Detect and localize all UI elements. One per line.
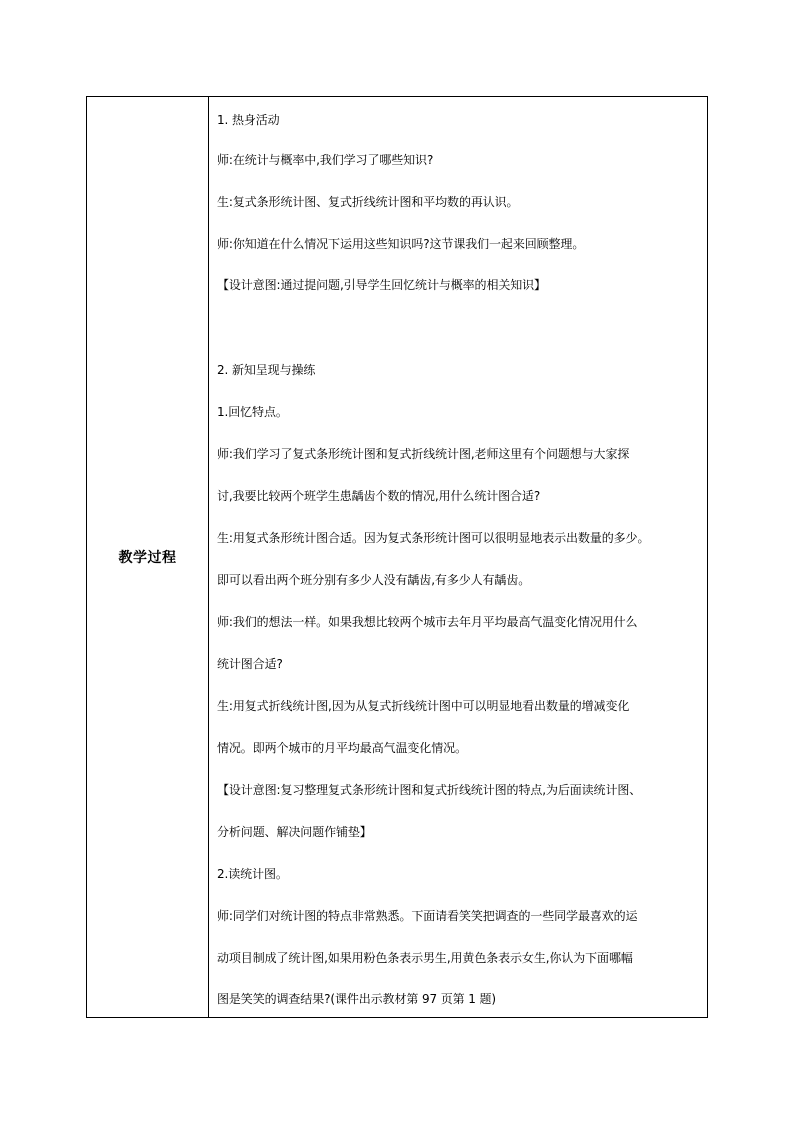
paragraph-line: 师:你知道在什么情况下运用这些知识吗?这节课我们一起来回顾整理。	[217, 237, 585, 251]
design-intent-note: 分析问题、解决问题作铺垫】	[217, 825, 372, 839]
design-intent-note: 【设计意图:通过提问题,引导学生回忆统计与概率的相关知识】	[217, 278, 546, 292]
lesson-plan-table	[86, 96, 708, 1018]
paragraph-line: 师:同学们对统计图的特点非常熟悉。下面请看笑笑把调查的一些同学最喜欢的运	[217, 909, 638, 923]
paragraph-line: 动项目制成了统计图,如果用粉色条表示男生,用黄色条表示女生,你认为下面哪幅	[217, 951, 633, 965]
paragraph-line: 情况。即两个城市的月平均最高气温变化情况。	[217, 741, 467, 755]
paragraph-line: 师:在统计与概率中,我们学习了哪些知识?	[217, 153, 434, 167]
paragraph-line: 统计图合适?	[217, 657, 283, 671]
section-label: 教学过程	[118, 550, 177, 566]
paragraph-line: 师:我们的想法一样。如果我想比较两个城市去年月平均最高气温变化情况用什么	[217, 615, 638, 629]
paragraph-line: 师:我们学习了复式条形统计图和复式折线统计图,老师这里有个问题想与大家探	[217, 447, 630, 461]
section-label-cell	[87, 97, 209, 1017]
paragraph-line: 讨,我要比较两个班学生患龋齿个数的情况,用什么统计图合适?	[217, 489, 541, 503]
section-content-cell	[209, 97, 707, 1017]
paragraph-line: 即可以看出两个班分别有多少人没有龋齿,有多少人有龋齿。	[217, 573, 531, 587]
heading-warmup: 1. 热身活动	[217, 113, 280, 127]
heading-new-knowledge: 2. 新知呈现与操练	[217, 363, 316, 377]
subheading-read-charts: 2.读统计图。	[217, 867, 288, 881]
design-intent-note: 【设计意图:复习整理复式条形统计图和复式折线统计图的特点,为后面读统计图、	[217, 783, 642, 797]
paragraph-line: 生:复式条形统计图、复式折线统计图和平均数的再认识。	[217, 195, 519, 209]
paragraph-line: 生:用复式折线统计图,因为从复式折线统计图中可以明显地看出数量的增减变化	[217, 699, 630, 713]
paragraph-line: 生:用复式条形统计图合适。因为复式条形统计图可以很明显地表示出数量的多少。	[217, 531, 650, 545]
paragraph-line: 图是笑笑的调查结果?(课件出示教材第 97 页第 1 题)	[217, 992, 496, 1006]
subheading-recall: 1.回忆特点。	[217, 405, 288, 419]
